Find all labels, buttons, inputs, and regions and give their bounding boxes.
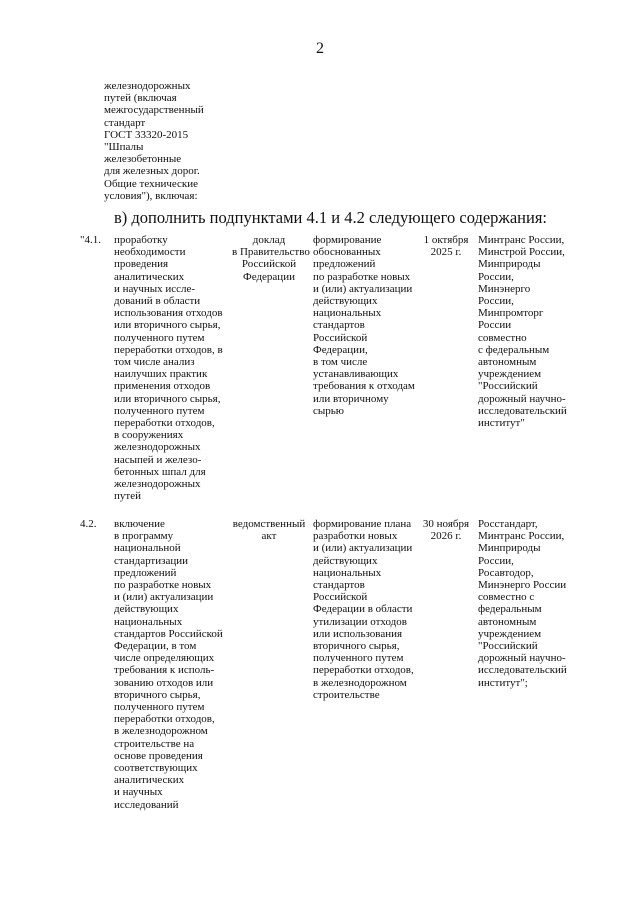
deadline-cell — [418, 518, 474, 542]
text-line: Росавтодор, — [478, 566, 534, 579]
text-line: или вторичного сырья, — [114, 392, 221, 405]
text-line: сырью — [313, 404, 345, 417]
text-line: ГОСТ 33320-2015 — [104, 128, 189, 141]
text-line: России — [478, 319, 512, 332]
section-heading: в) дополнить подпунктами 4.1 и 4.2 следующего содержания: — [114, 208, 547, 227]
text-line: Федерации — [243, 270, 295, 283]
text-line: исследовательский — [478, 404, 567, 417]
page-number: 2 — [316, 40, 324, 57]
text-line: насыпей и железо- — [114, 453, 202, 466]
text-line: институт" — [478, 417, 525, 430]
text-line: применения отходов — [114, 380, 211, 393]
text-line: институт"; — [478, 676, 528, 689]
text-line: 30 ноября — [422, 518, 470, 530]
activity-cell — [114, 234, 234, 502]
text-line: строительстве на — [114, 737, 195, 750]
text-line: или вторичному — [313, 392, 389, 405]
text-line: формирование плана — [313, 518, 412, 530]
text-line: в программу — [114, 530, 174, 543]
document-cell — [232, 518, 306, 542]
text-line: исследовательский — [478, 664, 567, 677]
text-line: или использования — [313, 627, 403, 640]
text-line: действующих — [313, 554, 378, 567]
text-line: строительстве — [313, 688, 380, 701]
text-line: по разработке новых — [313, 270, 411, 283]
text-line: межгосударственный — [104, 104, 204, 117]
text-line: бетонных шпал для — [114, 465, 206, 478]
text-line: 2025 г. — [430, 246, 462, 259]
text-line: обоснованных — [313, 246, 381, 259]
row-number: 4.2. — [80, 518, 97, 530]
text-line: полученного путем — [313, 652, 404, 665]
document-cell — [232, 234, 310, 283]
text-line: федеральным — [478, 603, 542, 616]
text-line: требования к отходам — [313, 380, 415, 393]
text-line: проработку — [114, 234, 168, 246]
text-line: с федеральным — [478, 343, 550, 356]
text-line: проведения — [114, 258, 169, 271]
text-line: переработки отходов, — [114, 417, 215, 430]
text-line: совместно — [478, 331, 527, 344]
text-line: акт — [261, 530, 277, 543]
text-line: для железных дорог. — [104, 165, 200, 178]
text-line: переработки отходов, — [313, 664, 414, 677]
text-line: дований в области — [114, 295, 201, 308]
text-line: России, — [478, 270, 514, 283]
text-line: стандартизации — [114, 554, 189, 567]
text-line: Российской — [313, 591, 368, 604]
text-line: Минэнерго — [478, 282, 531, 295]
text-line: России, — [478, 295, 514, 308]
result-cell — [313, 234, 423, 417]
text-line: по разработке новых — [114, 579, 212, 592]
text-line: устанавливающих — [313, 368, 399, 381]
text-line: Росстандарт, — [478, 518, 538, 530]
text-line: учреждением — [478, 627, 542, 640]
text-line: национальной — [114, 542, 181, 555]
text-line: "Шпалы — [104, 141, 144, 154]
text-line: автономным — [478, 615, 537, 628]
text-line: и (или) актуализации — [313, 542, 413, 555]
text-line: и (или) актуализации — [114, 591, 214, 604]
text-line: необходимости — [114, 246, 186, 259]
text-line: Российской — [313, 331, 368, 344]
text-line: утилизации отходов — [313, 615, 407, 628]
text-line: в сооружениях — [114, 429, 184, 442]
text-line: Федерации, — [313, 343, 368, 356]
text-line: наилучших практик — [114, 368, 208, 381]
text-line: разработки новых — [313, 530, 398, 543]
text-line: предложений — [114, 566, 177, 579]
text-line: учреждением — [478, 368, 542, 381]
text-line: Минтранс России, — [478, 234, 565, 246]
text-line: путей (включая — [104, 92, 177, 105]
text-line: 1 октября — [423, 234, 469, 246]
text-line: стандарт — [104, 116, 146, 129]
text-line: действующих — [114, 603, 179, 616]
text-line: ведомственный — [232, 518, 306, 530]
activity-cell — [114, 518, 234, 811]
text-line: аналитических — [114, 270, 185, 283]
text-line: национальных — [313, 307, 382, 320]
text-line: вторичного сырья, — [114, 688, 201, 701]
text-line: "Российский — [478, 380, 538, 393]
text-line: в том числе — [313, 356, 368, 369]
text-line: стандартов Российской — [114, 627, 223, 640]
text-line: Федерации в области — [313, 603, 413, 616]
text-line: Общие технические — [104, 177, 199, 190]
text-line: национальных — [114, 615, 183, 628]
text-line: переработки отходов, в — [114, 343, 223, 356]
text-line: в Правительство — [232, 246, 310, 259]
text-line: том числе анализ — [114, 356, 195, 369]
text-line: зованию отходов или — [114, 676, 214, 689]
text-line: Минприроды — [478, 258, 541, 271]
text-line: Минэнерго России — [478, 579, 567, 592]
text-line: дорожный научно- — [478, 392, 566, 405]
text-line: железнодорожных — [104, 80, 191, 92]
text-line: железнодорожных — [114, 478, 201, 491]
text-line: 2026 г. — [430, 530, 462, 543]
text-line: доклад — [252, 234, 286, 246]
text-line: соответствующих — [114, 762, 198, 775]
text-line: использования отходов — [114, 307, 223, 320]
text-line: полученного путем — [114, 331, 205, 344]
text-line: числе определяющих — [114, 652, 215, 665]
text-line: основе проведения — [114, 749, 203, 762]
text-line: стандартов — [313, 319, 365, 332]
text-line: железнодорожных — [114, 441, 201, 454]
text-line: или вторичного сырья, — [114, 319, 221, 332]
text-line: совместно с — [478, 591, 535, 604]
responsible-cell — [478, 234, 578, 429]
responsible-cell — [478, 518, 578, 689]
text-line: Минпромторг — [478, 307, 544, 320]
text-line: Минстрой России, — [478, 246, 565, 259]
text-line: включение — [114, 518, 165, 530]
text-line: переработки отходов, — [114, 713, 215, 726]
text-line: действующих — [313, 295, 378, 308]
text-line: Российской — [241, 258, 297, 271]
text-line: национальных — [313, 566, 382, 579]
text-line: железобетонные — [104, 153, 182, 166]
text-line: и научных иссле- — [114, 282, 196, 295]
text-line: требования к исполь- — [114, 664, 215, 677]
text-line: Минтранс России, — [478, 530, 565, 543]
text-line: Федерации, в том — [114, 640, 197, 653]
text-line: путей — [114, 490, 141, 503]
text-line: России, — [478, 554, 514, 567]
text-line: автономным — [478, 356, 537, 369]
text-line: исследований — [114, 798, 179, 811]
text-line: условия"), включая: — [104, 189, 198, 202]
continuation-text — [104, 80, 234, 202]
text-line: аналитических — [114, 774, 185, 787]
text-line: вторичного сырья, — [313, 640, 400, 653]
text-line: и (или) актуализации — [313, 282, 413, 295]
text-line: дорожный научно- — [478, 652, 566, 665]
text-line: формирование — [313, 234, 382, 246]
text-line: Минприроды — [478, 542, 541, 555]
deadline-cell — [418, 234, 474, 258]
text-line: полученного путем — [114, 404, 205, 417]
row-number: "4.1. — [80, 234, 101, 246]
text-line: в железнодорожном — [313, 676, 407, 689]
text-line: "Российский — [478, 640, 538, 653]
text-line: полученного путем — [114, 701, 205, 714]
text-line: в железнодорожном — [114, 725, 208, 738]
text-line: предложений — [313, 258, 376, 271]
result-cell — [313, 518, 423, 701]
text-line: и научных — [114, 786, 163, 799]
text-line: стандартов — [313, 579, 365, 592]
